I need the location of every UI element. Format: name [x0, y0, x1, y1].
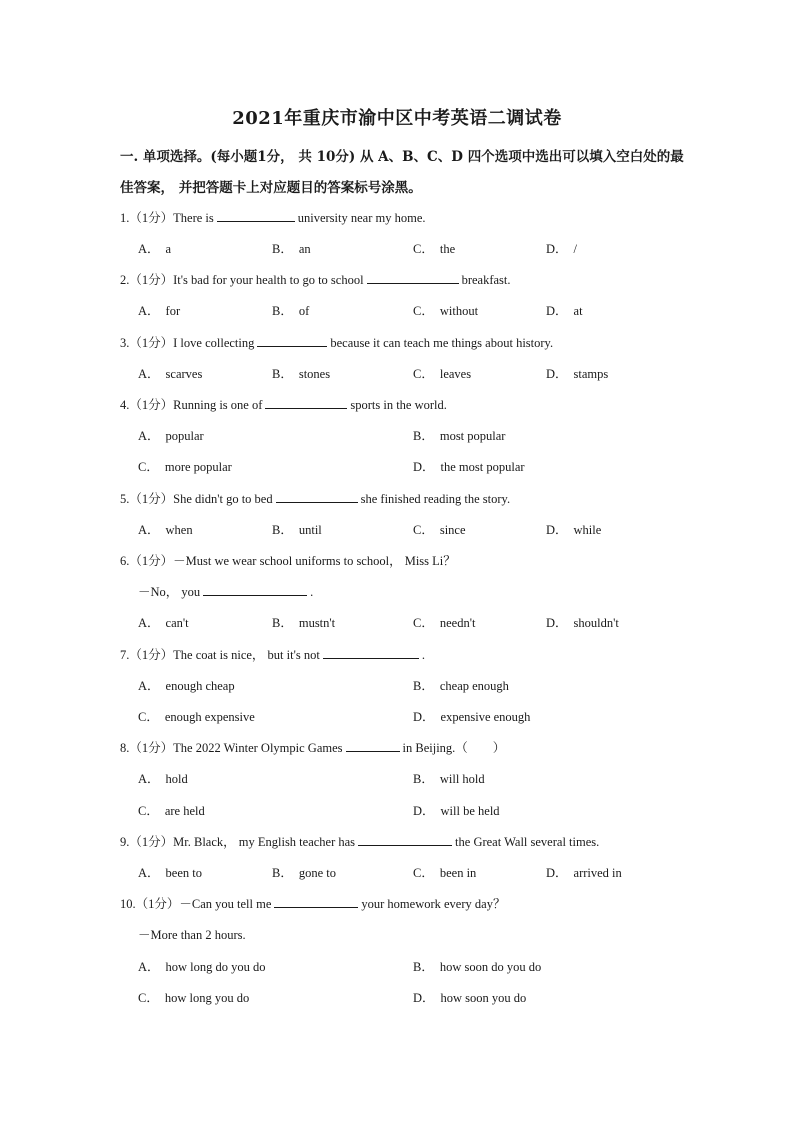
question-8 [120, 738, 505, 756]
option-a[interactable]: A． scarves [138, 367, 203, 381]
option-b[interactable]: B． cheap enough [413, 679, 509, 693]
answer-blank [367, 271, 459, 284]
option-c[interactable]: C． are held [138, 804, 205, 818]
option-d[interactable]: D． at [546, 304, 583, 318]
option-d[interactable]: D． / [546, 242, 578, 256]
question-text-before: －Must we wear school uniforms to school， Miss Li？ [173, 554, 456, 568]
option-a[interactable]: A． can't [138, 616, 189, 630]
option-a[interactable]: A． for [138, 304, 181, 318]
option-d[interactable]: D． shouldn't [546, 616, 619, 630]
question-3 [120, 333, 553, 351]
option-c[interactable]: C． more popular [138, 460, 232, 474]
options-row [138, 520, 698, 538]
question-number: 9.（1分） [120, 835, 174, 849]
options-row [138, 364, 698, 382]
option-a[interactable]: A． enough cheap [138, 679, 235, 693]
question-text-before: It's bad for your health to go to school [173, 273, 364, 287]
question-4 [120, 395, 447, 413]
question-text-before: There is [173, 211, 214, 225]
question-text-after: . [421, 648, 425, 662]
answer-blank [217, 209, 295, 222]
question-1 [120, 208, 426, 226]
question-text-after: sports in the world. [350, 398, 447, 412]
question-number: 10.（1分） [120, 897, 180, 911]
options-row [138, 457, 698, 475]
section-heading: 一. 单项选择。(每小题1分， 共 10分) 从 A、B、C、D 四个选项中选出可以填入空白处的最佳答案， 并把答题卡上对应题目的答案标号涂黑。 [120, 149, 684, 196]
option-c[interactable]: C． how long you do [138, 991, 250, 1005]
question-text-before: Mr. Black， my English teacher has [173, 835, 356, 849]
question-text-after: breakfast. [461, 273, 511, 287]
option-c[interactable]: C． the [413, 242, 456, 256]
option-c[interactable]: C． enough expensive [138, 710, 255, 724]
question-number: 8.（1分） [120, 741, 174, 755]
option-a[interactable]: A． hold [138, 772, 188, 786]
question-text-before: The coat is nice， but it's not [173, 648, 320, 662]
option-c[interactable]: C． needn't [413, 616, 476, 630]
question-text-after: in Beijing.（ ） [402, 741, 506, 755]
answer-blank [203, 583, 307, 596]
option-d[interactable]: D． stamps [546, 367, 609, 381]
reply-text-before: －No， you [138, 585, 201, 599]
dialogue-reply [138, 925, 246, 943]
question-text-after: she finished reading the story. [360, 492, 511, 506]
options-row [138, 863, 698, 881]
question-5 [120, 489, 510, 507]
options-row [138, 769, 698, 787]
options-row [138, 988, 698, 1006]
option-d[interactable]: D． the most popular [413, 460, 525, 474]
option-d[interactable]: D． will be held [413, 804, 500, 818]
answer-blank [358, 833, 452, 846]
option-a[interactable]: A． popular [138, 429, 204, 443]
reply-text: －More than 2 hours. [138, 928, 246, 942]
option-c[interactable]: C． since [413, 523, 466, 537]
dialogue-reply [138, 582, 313, 600]
question-text-before: I love collecting [173, 336, 255, 350]
answer-blank [257, 334, 327, 347]
question-text-before: The 2022 Winter Olympic Games [173, 741, 343, 755]
options-row [138, 707, 698, 725]
option-a[interactable]: A． a [138, 242, 172, 256]
option-b[interactable]: B． stones [272, 367, 331, 381]
question-number: 5.（1分） [120, 492, 174, 506]
question-text-before: She didn't go to bed [173, 492, 273, 506]
option-b[interactable]: B． most popular [413, 429, 506, 443]
options-row [138, 676, 698, 694]
question-number: 3.（1分） [120, 336, 174, 350]
question-number: 4.（1分） [120, 398, 174, 412]
option-b[interactable]: B． will hold [413, 772, 485, 786]
question-6 [120, 551, 456, 569]
options-row [138, 613, 698, 631]
option-b[interactable]: B． how soon do you do [413, 960, 542, 974]
option-d[interactable]: D． arrived in [546, 866, 622, 880]
option-b[interactable]: B． an [272, 242, 311, 256]
question-text-after: university near my home. [297, 211, 426, 225]
option-d[interactable]: D． how soon you do [413, 991, 527, 1005]
options-row [138, 301, 698, 319]
question-number: 7.（1分） [120, 648, 174, 662]
question-2 [120, 270, 511, 288]
option-a[interactable]: A． how long do you do [138, 960, 266, 974]
question-text-after: because it can teach me things about history. [330, 336, 554, 350]
option-b[interactable]: B． of [272, 304, 310, 318]
option-c[interactable]: C． been in [413, 866, 477, 880]
options-row [138, 957, 698, 975]
option-c[interactable]: C． without [413, 304, 479, 318]
answer-blank [265, 396, 347, 409]
option-b[interactable]: B． mustn't [272, 616, 336, 630]
answer-blank [274, 895, 358, 908]
options-row [138, 426, 698, 444]
option-b[interactable]: B． until [272, 523, 322, 537]
answer-blank [276, 490, 358, 503]
reply-text-after: . [310, 585, 314, 599]
answer-blank [323, 646, 419, 659]
option-a[interactable]: A． when [138, 523, 193, 537]
question-text-before: Running is one of [173, 398, 263, 412]
options-row [138, 801, 698, 819]
question-9 [120, 832, 599, 850]
option-d[interactable]: D． while [546, 523, 602, 537]
question-7 [120, 645, 425, 663]
question-text-before: －Can you tell me [179, 897, 272, 911]
option-c[interactable]: C． leaves [413, 367, 472, 381]
option-d[interactable]: D． expensive enough [413, 710, 531, 724]
question-text-after: the Great Wall several times. [455, 835, 600, 849]
option-a[interactable]: A． been to [138, 866, 202, 880]
page-title: 2021年重庆市渝中区中考英语二调试卷 [232, 108, 562, 129]
question-number: 6.（1分） [120, 554, 174, 568]
option-b[interactable]: B． gone to [272, 866, 336, 880]
question-number: 1.（1分） [120, 211, 174, 225]
answer-blank [346, 739, 400, 752]
question-number: 2.（1分） [120, 273, 174, 287]
question-text-after: your homework every day？ [361, 897, 506, 911]
question-10 [120, 894, 505, 912]
options-row [138, 239, 698, 257]
